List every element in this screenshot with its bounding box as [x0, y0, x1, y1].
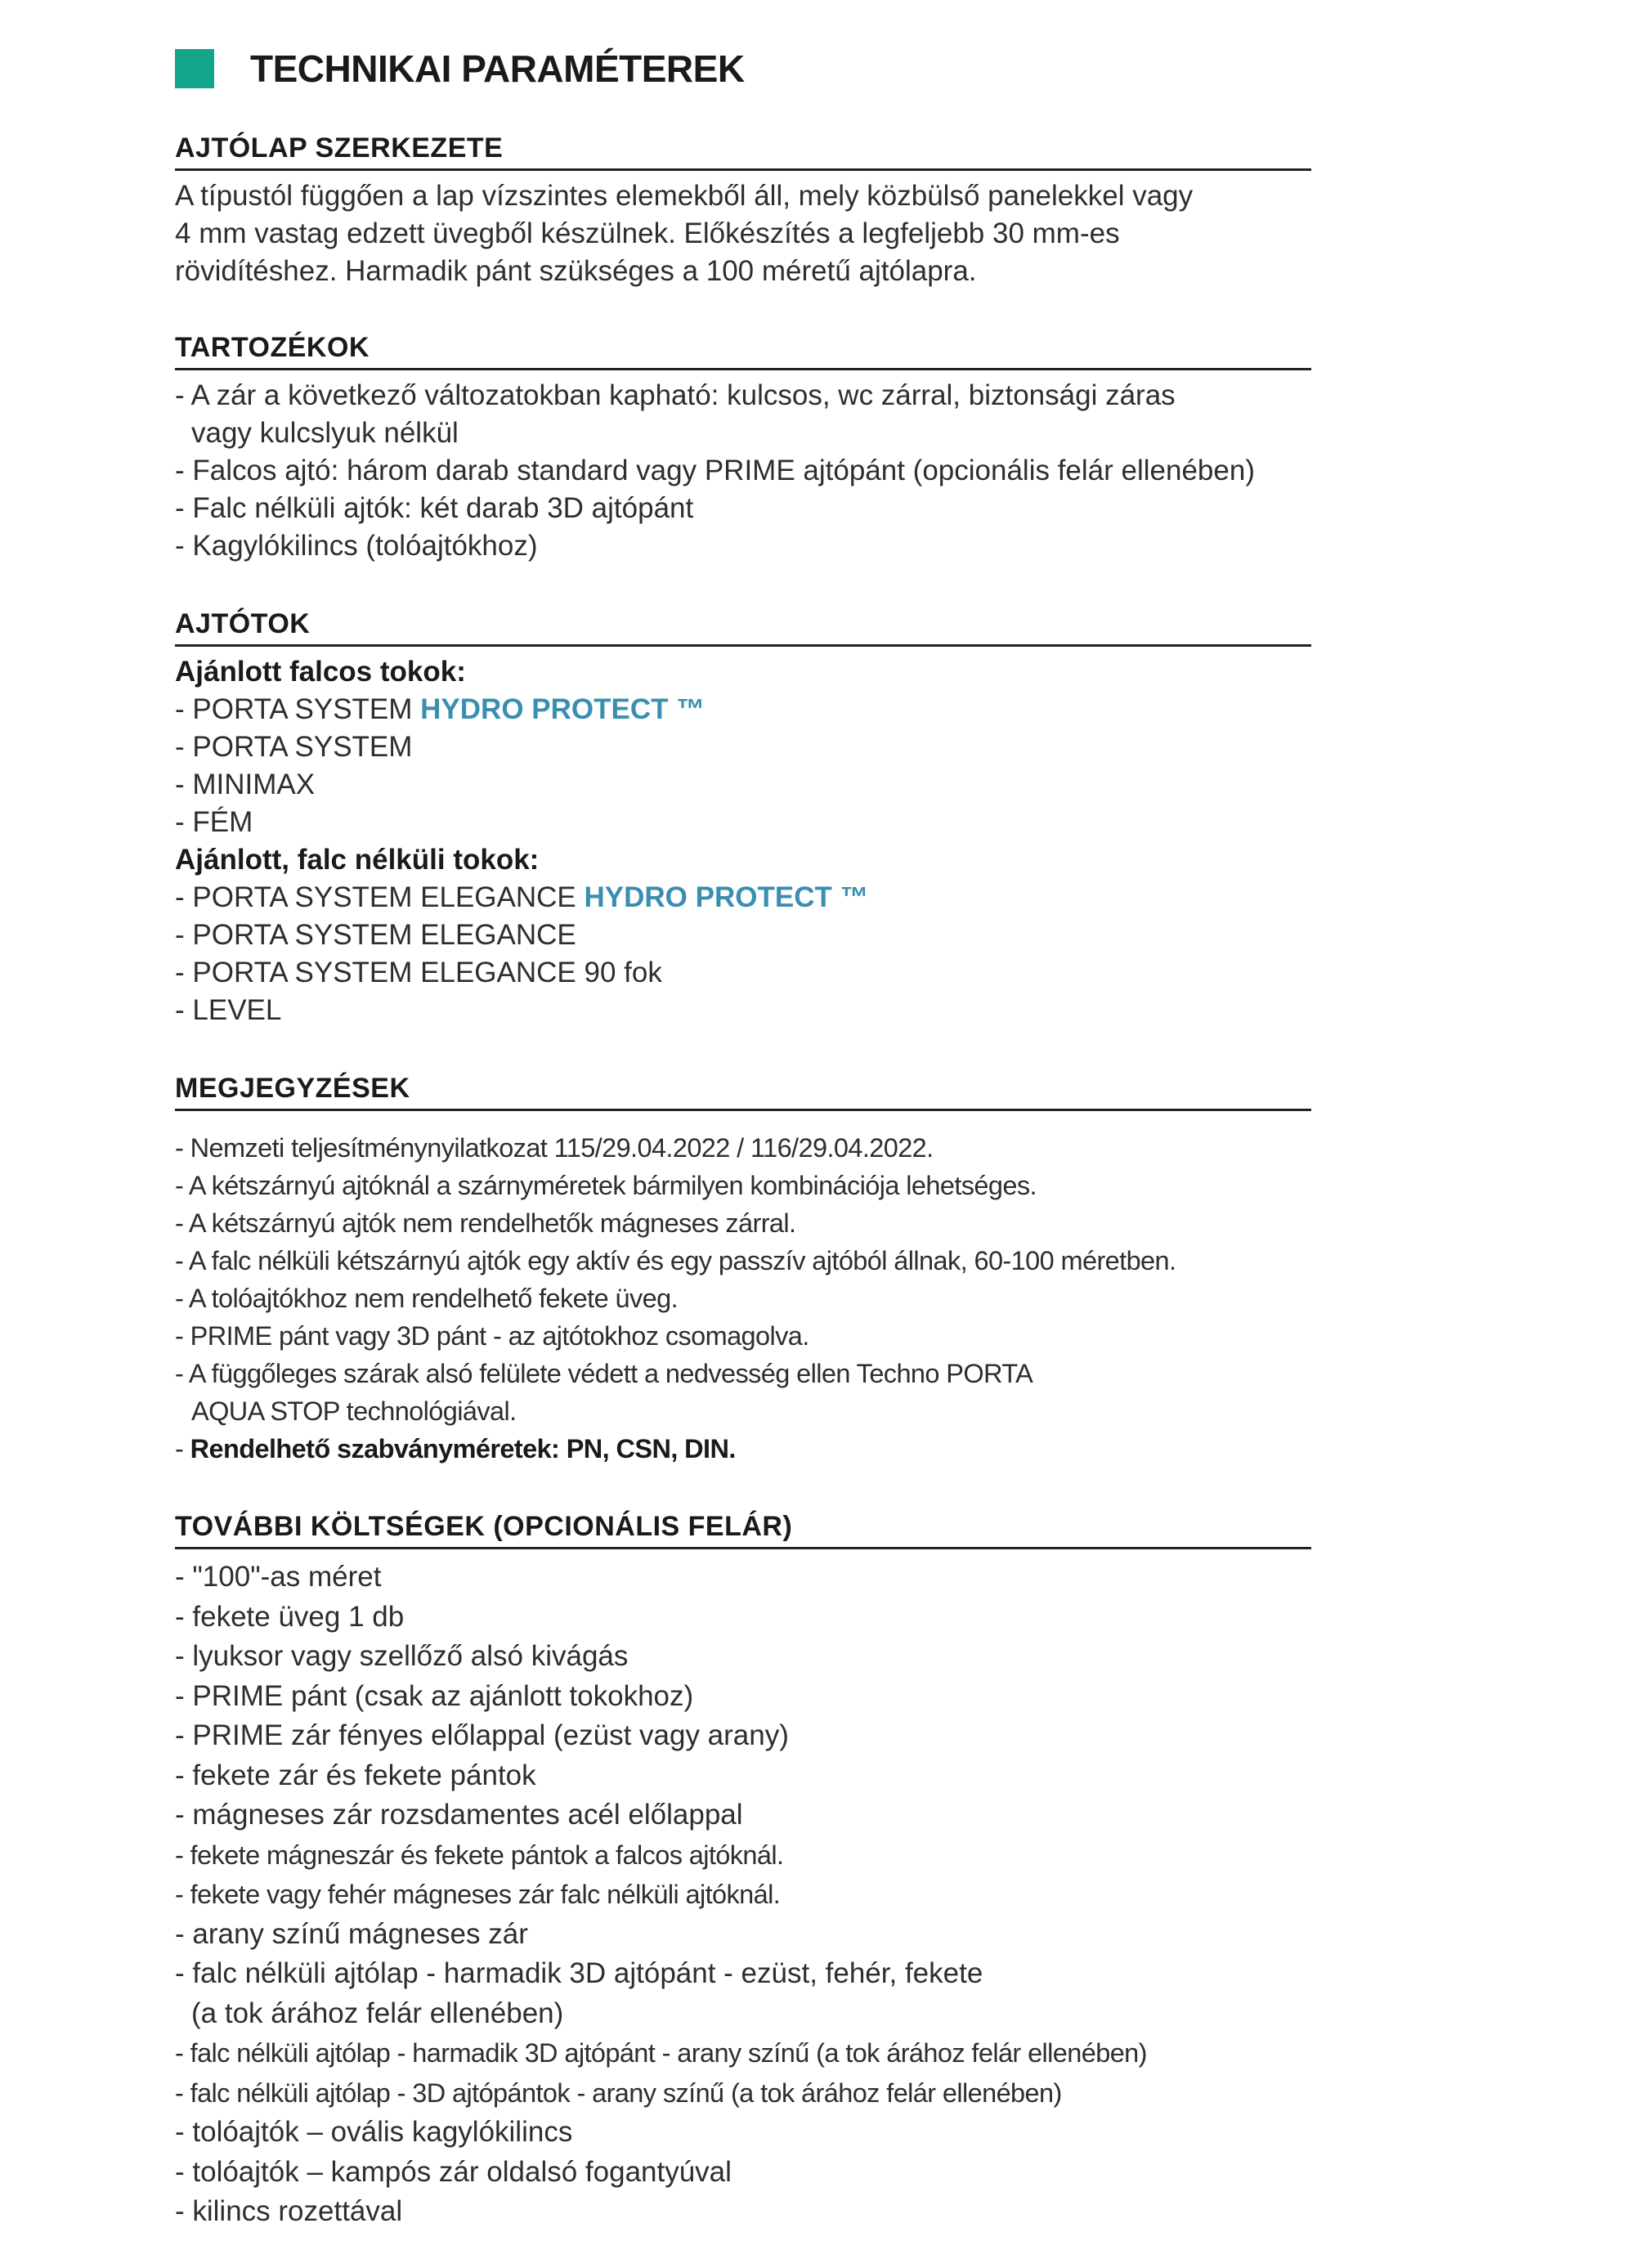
list-item: - A falc nélküli kétszárnyú ajtók egy aktív és egy passzív ajtóból állnak, 60-100 méretben.	[175, 1246, 1176, 1275]
list-item: - A tolóajtókhoz nem rendelhető fekete üveg.	[175, 1284, 678, 1313]
section-megjegyzesek	[175, 1073, 1311, 1468]
list-item: - LEVEL	[175, 994, 282, 1026]
list-item	[175, 1430, 1311, 1468]
list-item: - arany színű mágneses zár	[175, 1917, 528, 1950]
standard-sizes-note: Rendelhető szabványméretek: PN, CSN, DIN.	[190, 1434, 736, 1463]
list-item: - A kétszárnyú ajtóknál a szárnyméretek bármilyen kombinációja lehetséges.	[175, 1171, 1037, 1200]
group-title: Ajánlott, falc nélküli tokok:	[175, 844, 540, 876]
list-item: - PORTA SYSTEM ELEGANCE	[175, 919, 576, 951]
list-item-continuation: (a tok árához felár ellenében)	[191, 1997, 564, 2029]
list-item: - falc nélküli ajtólap - harmadik 3D ajtópánt - arany színű (a tok árához felár ellenében)	[175, 2038, 1147, 2068]
list-item: - PRIME zár fényes előlappal (ezüst vagy arany)	[175, 1719, 789, 1751]
list-item-continuation: AQUA STOP technológiával.	[191, 1396, 517, 1426]
section-body	[175, 653, 1311, 1029]
list-item-continuation: vagy kulcslyuk nélkül	[191, 417, 459, 449]
section-body	[175, 177, 1311, 290]
list-item: - MINIMAX	[175, 769, 316, 800]
list-item: - Falcos ajtó: három darab standard vagy PRIME ajtópánt (opcionális felár ellenében)	[175, 455, 1255, 486]
list-item: - PORTA SYSTEM	[175, 731, 413, 763]
list-item: - Falc nélküli ajtók: két darab 3D ajtópánt	[175, 492, 694, 524]
section-ajtolap	[175, 132, 1311, 290]
list-item-text: - PORTA SYSTEM	[175, 693, 421, 725]
section-body	[175, 1129, 1311, 1468]
section-tovabbi-koltsegek	[175, 1511, 1311, 2232]
list-item: - tolóajtók – kampós zár oldalsó fogantyúval	[175, 2155, 732, 2188]
group-title: Ajánlott falcos tokok:	[175, 656, 466, 688]
section-body	[175, 1558, 1311, 2232]
paragraph-line: A típustól függően a lap vízszintes elemekből áll, mely közbülső panelekkel vagy	[175, 180, 1194, 212]
list-item: - PORTA SYSTEM ELEGANCE 90 fok	[175, 957, 662, 988]
list-item: - tolóajtók – ovális kagylókilincs	[175, 2116, 573, 2148]
list-item: - Kagylókilincs (tolóajtókhoz)	[175, 530, 538, 562]
list-item: - A függőleges szárak alsó felülete védett a nedvesség ellen Techno PORTA	[175, 1359, 1033, 1388]
list-item: - A kétszárnyú ajtók nem rendelhetők mágneses zárral.	[175, 1208, 796, 1238]
list-item: - fekete üveg 1 db	[175, 1600, 405, 1633]
list-item: - FÉM	[175, 806, 253, 838]
list-item: - falc nélküli ajtólap - harmadik 3D ajtópánt - ezüst, fehér, fekete	[175, 1957, 983, 1989]
section-ajtotok	[175, 608, 1311, 1029]
list-item	[175, 879, 1311, 917]
section-title: AJTÓTOK	[175, 608, 1311, 647]
list-item: - fekete mágneszár és fekete pántok a falcos ajtóknál.	[175, 1840, 784, 1870]
list-item: - fekete zár és fekete pántok	[175, 1759, 536, 1791]
list-item: - lyuksor vagy szellőző alsó kivágás	[175, 1640, 629, 1672]
list-item: - mágneses zár rozsdamentes acél előlappal	[175, 1799, 743, 1831]
list-item: - "100"-as méret	[175, 1561, 382, 1593]
list-item: - falc nélküli ajtólap - 3D ajtópántok - arany színű (a tok árához felár ellenében)	[175, 2078, 1062, 2108]
hydro-protect-highlight: HYDRO PROTECT ™	[584, 881, 869, 913]
page-header	[175, 47, 745, 90]
section-tartozekok	[175, 332, 1311, 565]
list-item: - fekete vagy fehér mágneses zár falc nélküli ajtóknál.	[175, 1880, 781, 1909]
section-title: MEGJEGYZÉSEK	[175, 1073, 1311, 1111]
section-title: AJTÓLAP SZERKEZETE	[175, 132, 1311, 171]
list-item: - PRIME pánt (csak az ajánlott tokokhoz)	[175, 1679, 694, 1712]
section-title: TOVÁBBI KÖLTSÉGEK (OPCIONÁLIS FELÁR)	[175, 1511, 1311, 1549]
section-body	[175, 377, 1311, 565]
list-item-text: - PORTA SYSTEM ELEGANCE	[175, 881, 585, 913]
hydro-protect-highlight: HYDRO PROTECT ™	[420, 693, 706, 725]
paragraph-line: rövidítéshez. Harmadik pánt szükséges a 100 méretű ajtólapra.	[175, 255, 977, 287]
list-item: - Nemzeti teljesítménynyilatkozat 115/29.04.2022 / 116/29.04.2022.	[175, 1133, 934, 1163]
list-item: - A zár a következő változatokban kapható: kulcsos, wc zárral, biztonsági záras	[175, 379, 1176, 411]
list-item-dash: -	[175, 1434, 190, 1463]
list-item: - kilincs rozettával	[175, 2195, 403, 2227]
section-title: TARTOZÉKOK	[175, 332, 1311, 370]
page-title: TECHNIKAI PARAMÉTEREK	[250, 47, 745, 90]
paragraph-line: 4 mm vastag edzett üvegből készülnek. Előkészítés a legfeljebb 30 mm-es	[175, 217, 1120, 249]
accent-square-icon	[175, 49, 214, 88]
list-item: - PRIME pánt vagy 3D pánt - az ajtótokhoz csomagolva.	[175, 1321, 809, 1351]
list-item	[175, 691, 1311, 728]
